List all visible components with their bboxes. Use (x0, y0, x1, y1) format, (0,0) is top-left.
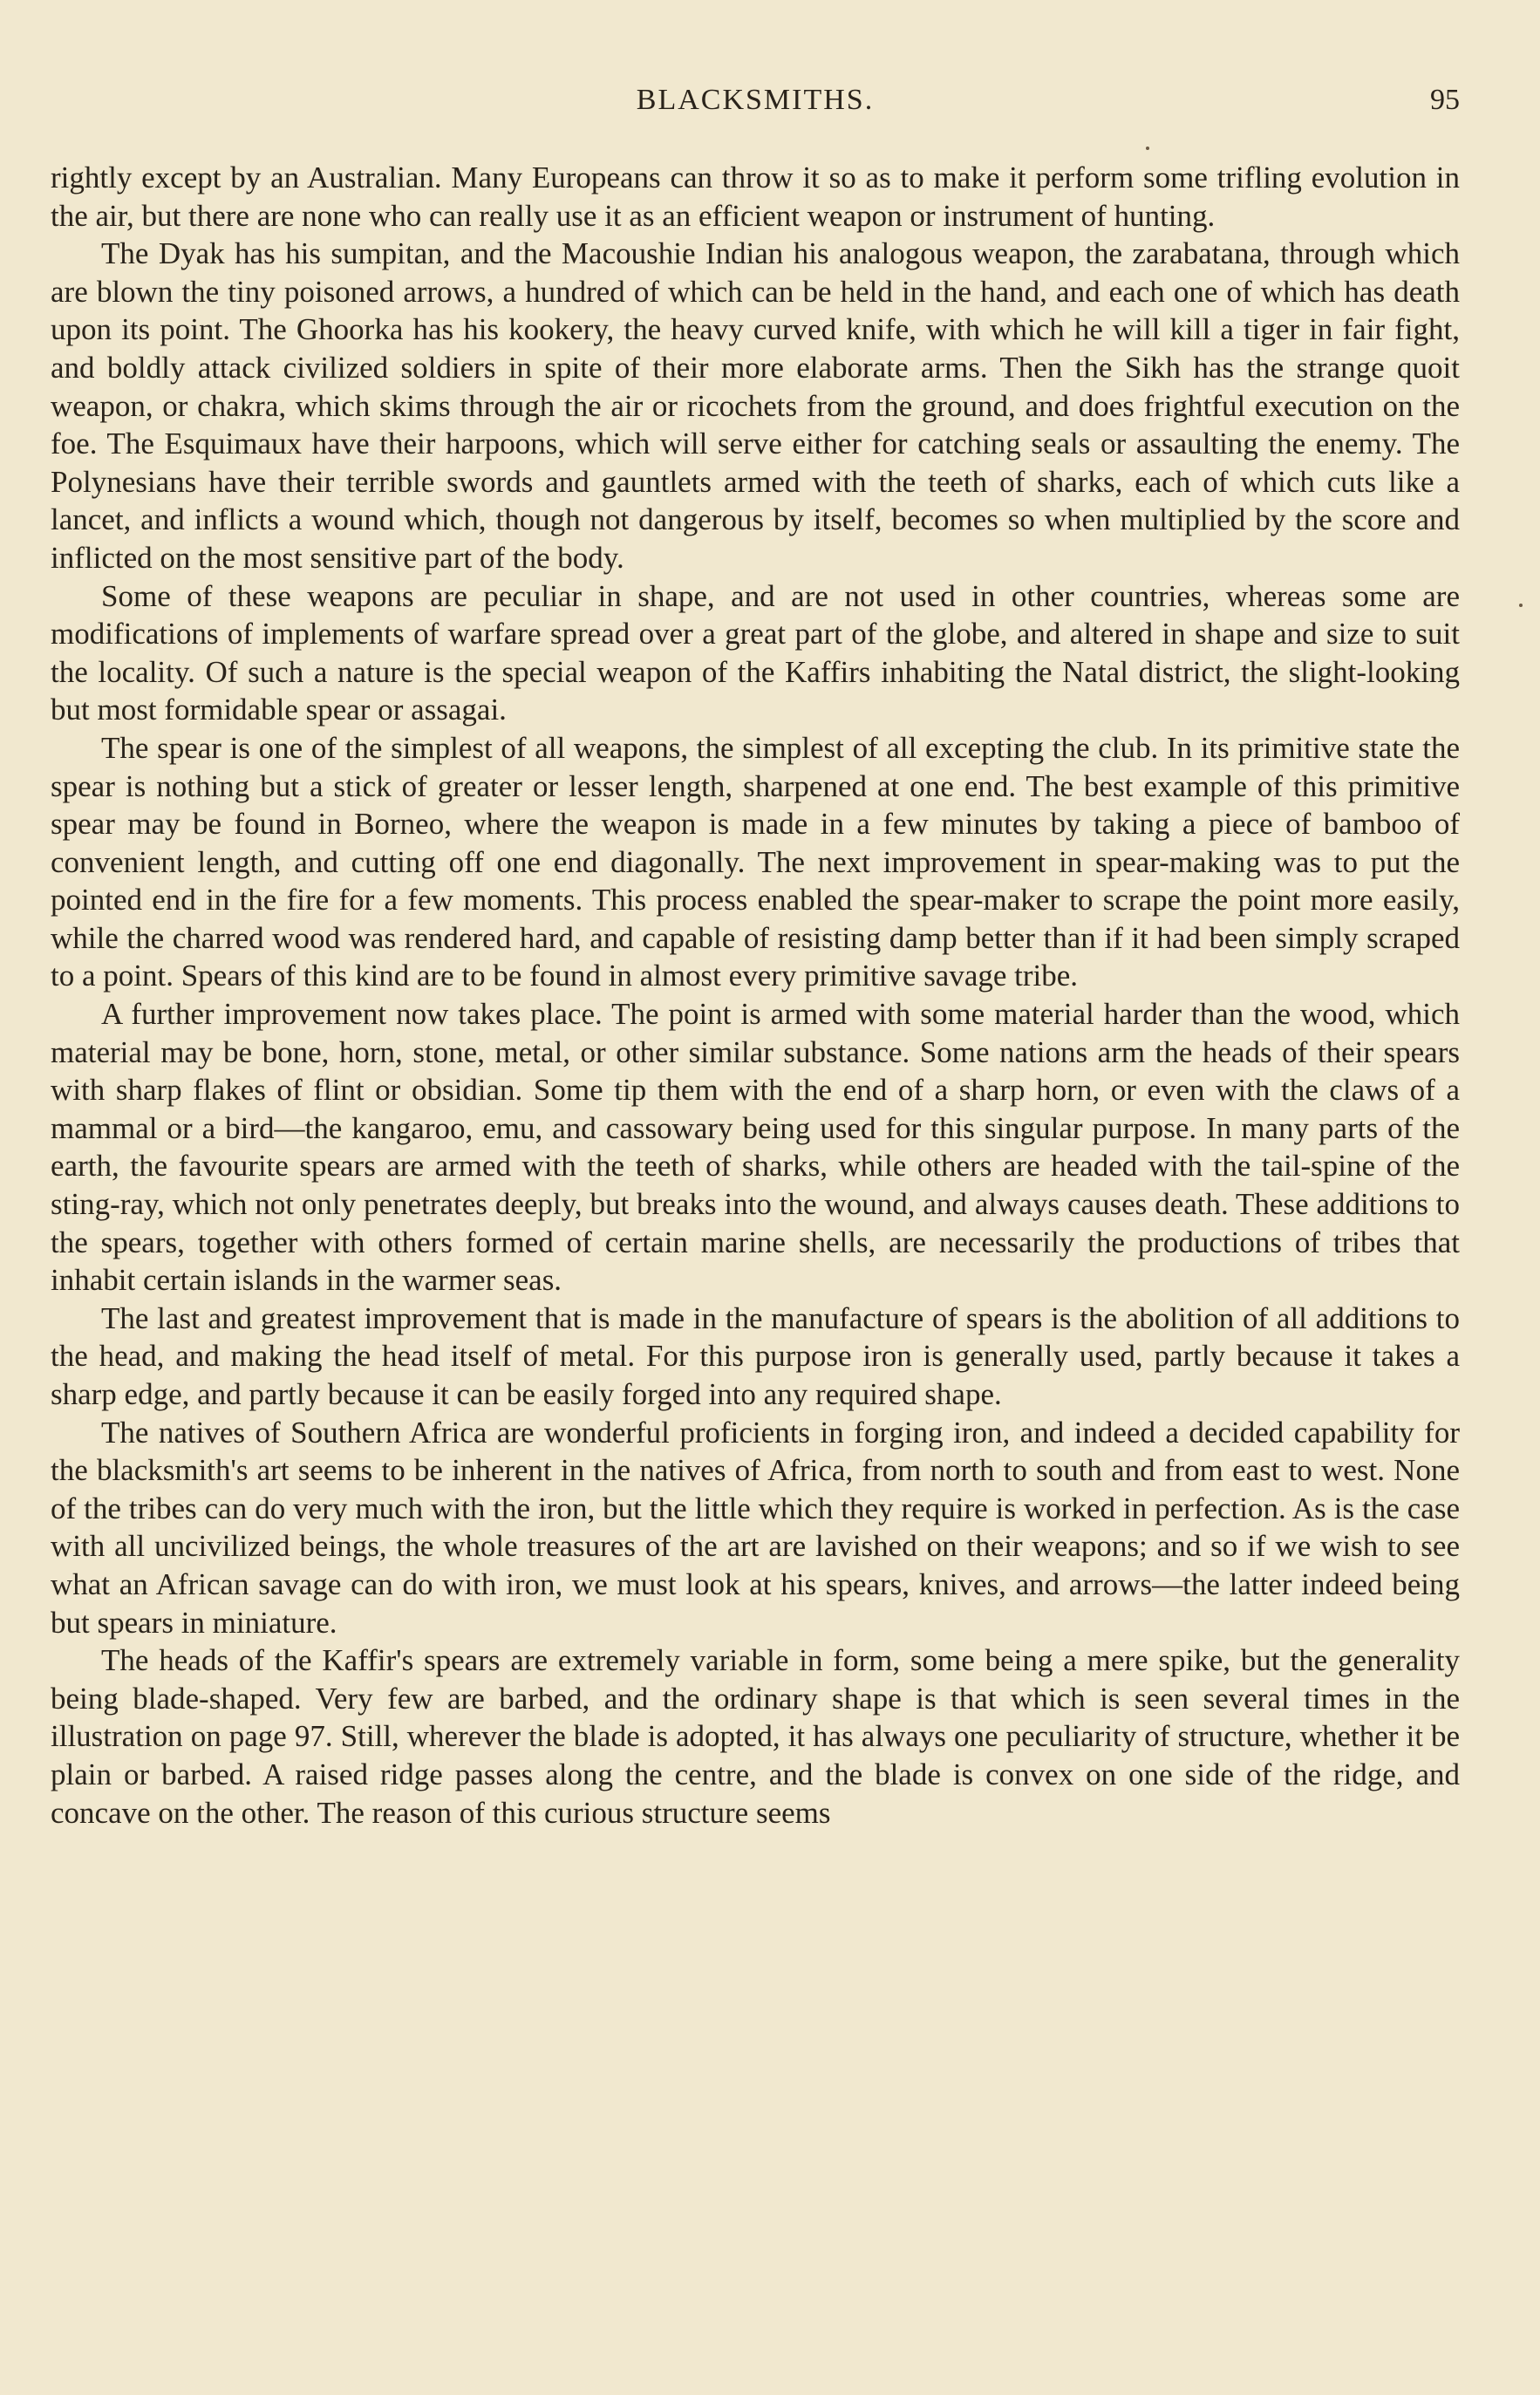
paragraph-peculiar-weapons: Some of these weapons are peculiar in shape, and are not used in other countries, whereas some are modifications of implements of warfare spread over a great part of the globe, and altered in shape and size to suit the locality. Of such a nature is the special weapon of the Kaffirs inhabiting the Natal district, the slight-looking but most formidable spear or assagai. (51, 578, 1460, 727)
running-head (51, 84, 1460, 127)
body-text (51, 159, 1460, 1832)
book-page (51, 0, 1460, 2395)
page-number: 95 (1430, 84, 1460, 116)
print-speck (1146, 147, 1149, 150)
paragraph-last-improvement: The last and greatest improvement that is made in the manufacture of spears is the abolition of all additions to the head, and making the head itself of metal. For this purpose iron is generally used, partly because it takes a sharp edge, and partly because it can be easily forged into any required shape. (51, 1300, 1460, 1411)
paragraph-kaffir-spearheads: The heads of the Kaffir's spears are extremely variable in form, some being a mere spike, but the generality being blade-shaped. Very few are barbed, and the ordinary shape is that which is seen several times in the illustration on page 97. Still, wherever the blade is adopted, it has always one peculiarity of structure, whether it be plain or barbed. A raised ridge passes along the centre, and the blade is convex on one side of the ridge, and concave on the other. The reason of this curious structure seems (51, 1643, 1460, 1830)
paragraph-dyak-weapons: The Dyak has his sumpitan, and the Macoushie Indian his analogous weapon, the zarabatana, through which are blown the tiny poisoned arrows, a hundred of which can be held in the hand, and each one of which has death upon its point. The Ghoorka has his kookery, the heavy curved knife, with which he will kill a tiger in fair fight, and boldly attack civilized soldiers in spite of their more elaborate arms. Then the Sikh has the strange quoit weapon, or chakra, which skims through the air or ricochets from the ground, and does frightful execution on the foe. The Esquimaux have their harpoons, which will serve either for catching seals or assaulting the enemy. The Polynesians have their terrible swords and gauntlets armed with the teeth of sharks, each of which cuts like a lancet, and inflicts a wound which, though not dangerous by itself, becomes so when multiplied by the score and inflicted on the most sensitive part of the body. (51, 236, 1460, 575)
print-speck (1519, 604, 1523, 607)
paragraph-further-improvement: A further improvement now takes place. The point is armed with some material harder than the wood, which material may be bone, horn, stone, metal, or other similar substance. Some nations arm the heads of their spears with sharp flakes of flint or obsidian. Some tip them with the end of a sharp horn, or even with the claws of a mammal or a bird—the kangaroo, emu, and cassowary being used for this singular purpose. In many parts of the earth, the favourite spears are armed with the teeth of sharks, while others are headed with the tail-spine of the sting-ray, which not only penetrates deeply, but breaks into the wound, and always causes death. These additions to the spears, together with others formed of certain marine shells, are necessarily the productions of tribes that inhabit certain islands in the warmer seas. (51, 997, 1460, 1298)
paragraph-continued: rightly except by an Australian. Many Europeans can throw it so as to make it perform some trifling evolution in the air, but there are none who can really use it as an efficient weapon or instrument of hunting. (51, 160, 1460, 233)
paragraph-spear-primitive: The spear is one of the simplest of all weapons, the simplest of all excepting the club. In its primitive state the spear is nothing but a stick of greater or lesser length, sharpened at one end. The best example of this primitive spear may be found in Borneo, where the weapon is made in a few minutes by taking a piece of bamboo of convenient length, and cutting off one end diagonally. The next improvement in spear-making was to put the pointed end in the fire for a few moments. This process enabled the spear-maker to scrape the point more easily, while the charred wood was rendered hard, and capable of resisting damp better than if it had been simply scraped to a point. Spears of this kind are to be found in almost every primitive savage tribe. (51, 730, 1460, 993)
running-title: BLACKSMITHS. (636, 84, 875, 116)
paragraph-african-smiths: The natives of Southern Africa are wonderful proficients in forging iron, and indeed a decided capability for the blacksmith's art seems to be inherent in the natives of Africa, from north to south and from east to west. None of the tribes can do very much with the iron, but the little which they require is worked in perfection. As is the case with all uncivilized beings, the whole treasures of the art are lavished on their weapons; and so if we wish to see what an African savage can do with iron, we must look at his spears, knives, and arrows—the latter indeed being but spears in miniature. (51, 1415, 1460, 1640)
